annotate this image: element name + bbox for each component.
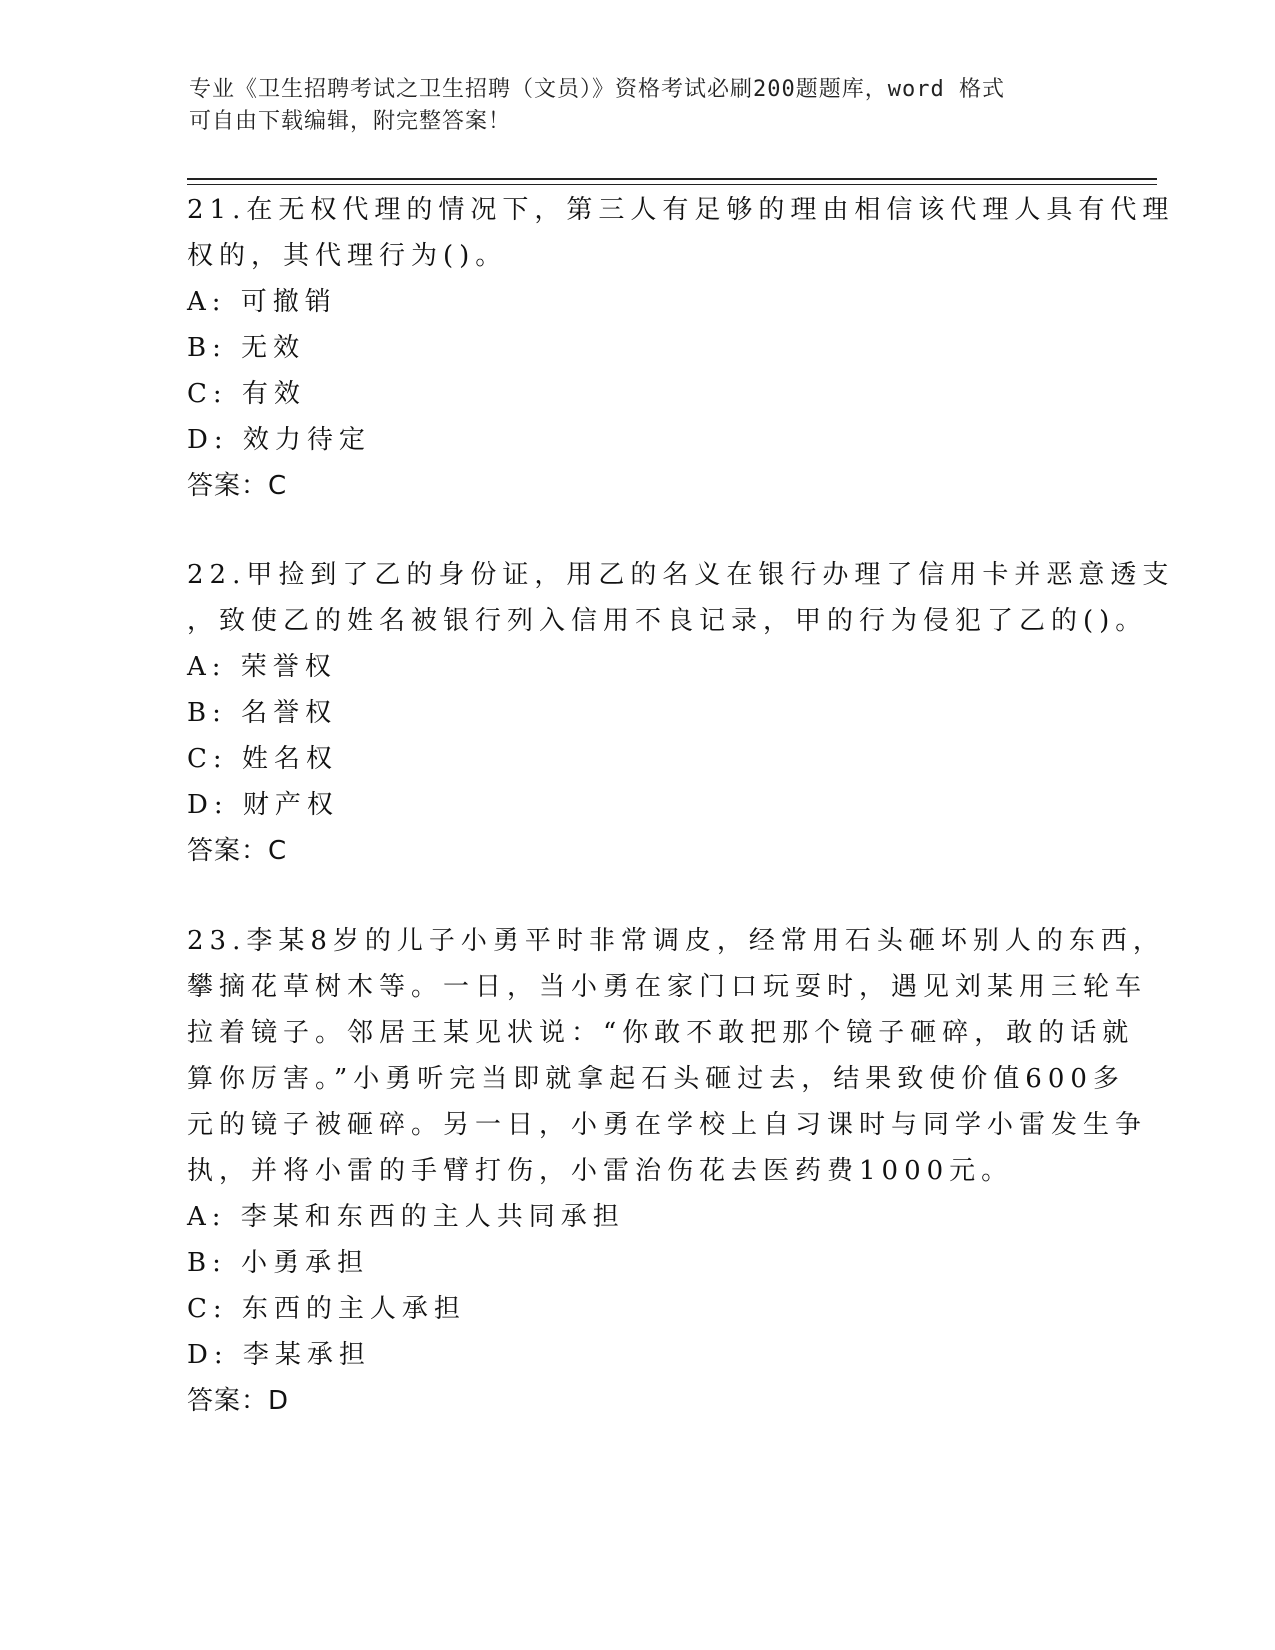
option-d: D: 李某承担 [187,1340,371,1370]
answer: 答案：D [187,1386,290,1416]
question-line: 执，并将小雷的手臂打伤，小雷治伤花去医药费1000元。 [187,1156,1014,1186]
question-22 [187,552,1175,874]
option-a: A: 李某和东西的主人共同承担 [187,1202,625,1232]
question-23 [187,918,1165,1424]
option-a: A: 荣誉权 [187,652,337,682]
question-text [187,187,1175,279]
option-c: C: 东西的主人承担 [187,1294,466,1324]
header-divider-thin [187,184,1157,185]
question-line: 22.甲捡到了乙的身份证，用乙的名义在银行办理了信用卡并恶意透支 [187,560,1175,590]
question-line: 算你厉害。”小勇听完当即就拿起石头砸过去，结果致使价值600多 [187,1064,1125,1094]
header-line-1: 专业《卫生招聘考试之卫生招聘（文员）》资格考试必刷200题题库，word 格式 [189,77,1005,102]
option-b: B: 小勇承担 [187,1248,370,1278]
question-line: 攀摘花草树木等。一日，当小勇在家门口玩耍时，遇见刘某用三轮车 [187,972,1148,1002]
option-c: C: 有效 [187,379,306,409]
question-21 [187,187,1175,509]
document-header [189,74,1089,138]
question-line: 元的镜子被砸碎。另一日，小勇在学校上自习课时与同学小雷发生争 [187,1110,1148,1140]
question-line: 21.在无权代理的情况下，第三人有足够的理由相信该代理人具有代理 [187,195,1175,225]
question-text [187,918,1165,1194]
question-line: 权的，其代理行为()。 [187,241,508,271]
header-line-2: 可自由下载编辑，附完整答案！ [189,109,512,134]
option-c: C: 姓名权 [187,744,338,774]
option-a: A: 可撤销 [187,287,337,317]
answer: 答案：C [187,836,288,866]
question-line: 拉着镜子。邻居王某见状说：“你敢不敢把那个镜子砸碎，敢的话就 [187,1018,1135,1048]
answer: 答案：C [187,471,288,501]
option-b: B: 名誉权 [187,698,338,728]
question-text [187,552,1175,644]
option-d: D: 效力待定 [187,425,371,455]
header-divider-thick [187,178,1157,180]
question-line: ，致使乙的姓名被银行列入信用不良记录，甲的行为侵犯了乙的()。 [187,606,1148,636]
option-b: B: 无效 [187,333,306,363]
option-d: D: 财产权 [187,790,339,820]
question-line: 23.李某8岁的儿子小勇平时非常调皮，经常用石头砸坏别人的东西， [187,926,1165,956]
